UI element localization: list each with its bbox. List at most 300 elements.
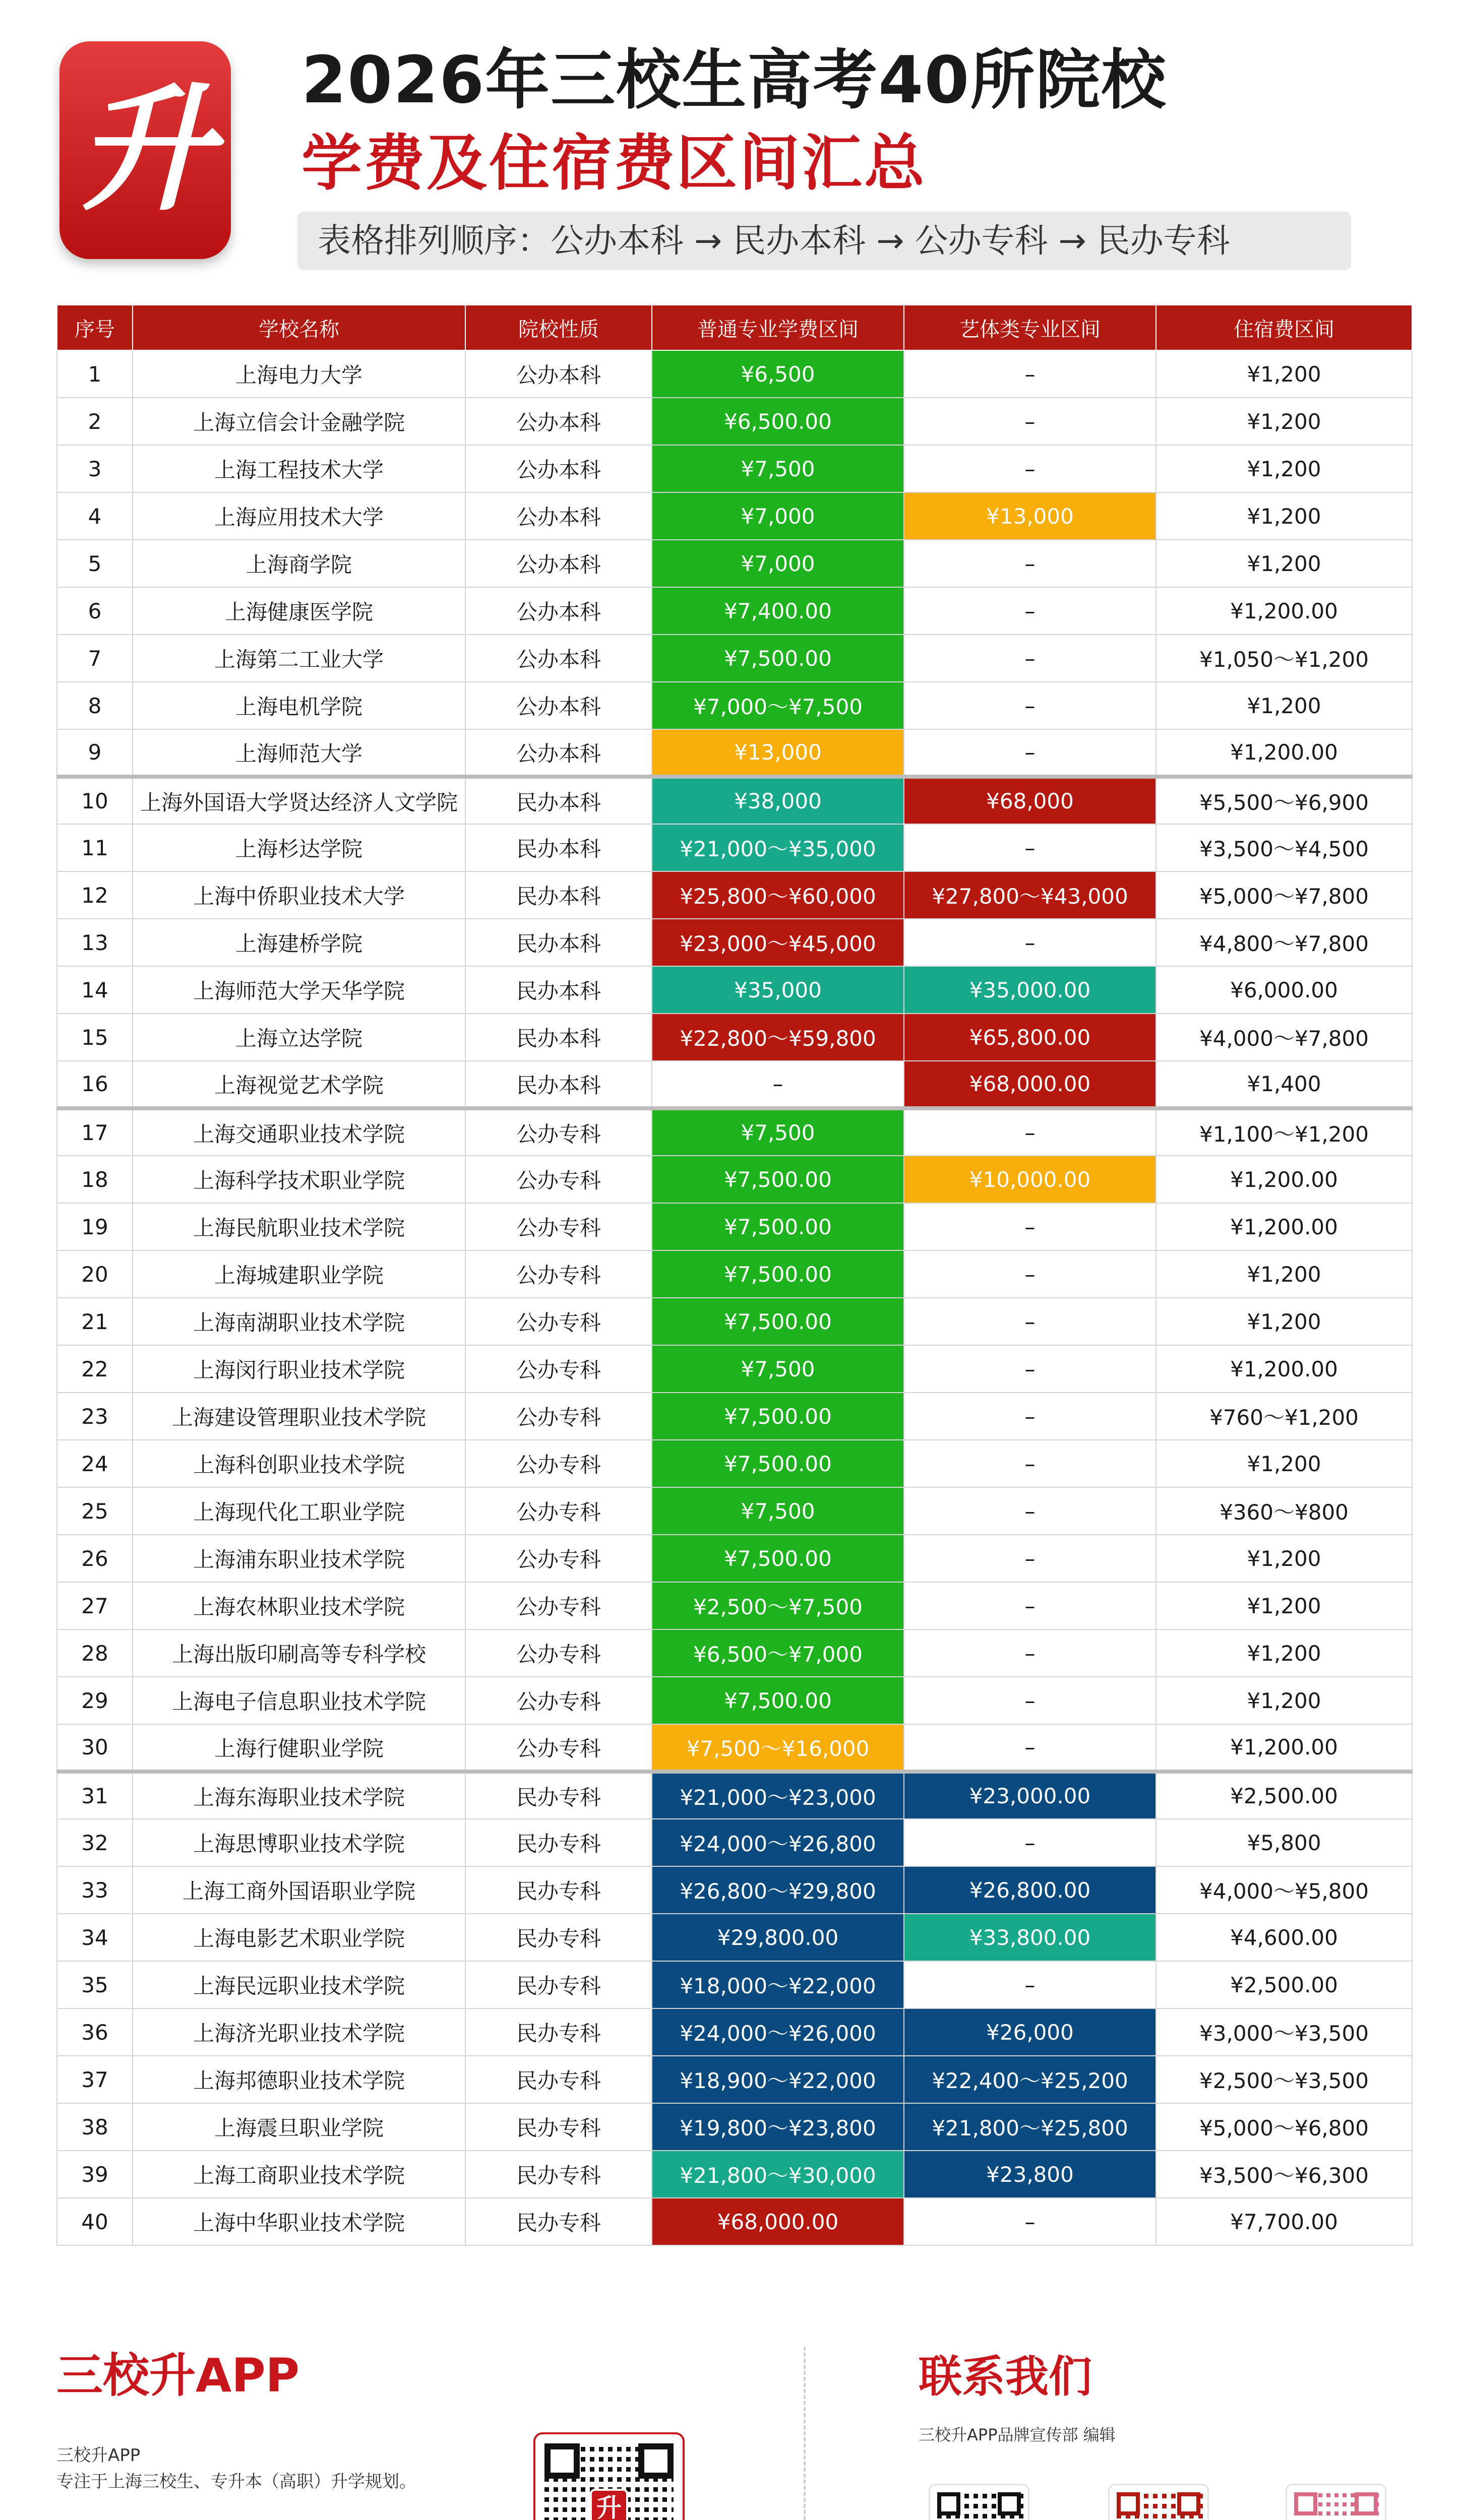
dorm-fee-range: ¥7,700.00: [1156, 2198, 1412, 2245]
school-name: 上海电子信息职业技术学院: [133, 1677, 465, 1724]
table-row: [57, 2103, 1412, 2151]
school-type: 民办专科: [465, 2103, 652, 2151]
school-name: 上海交通职业技术学院: [133, 1108, 465, 1156]
col-header-dorm: 住宿费区间: [1156, 305, 1412, 350]
dorm-fee-range: ¥3,500～¥4,500: [1156, 824, 1412, 871]
table-row: [57, 2198, 1412, 2245]
school-name: 上海建设管理职业技术学院: [133, 1393, 465, 1440]
school-name: 上海电影艺术职业学院: [133, 1914, 465, 1961]
art-tuition-range: –: [904, 682, 1156, 729]
table-row: [57, 871, 1412, 919]
row-number: 9: [57, 729, 133, 777]
table-row: [57, 2056, 1412, 2103]
school-name: 上海工程技术大学: [133, 445, 465, 492]
art-tuition-range: ¥33,800.00: [904, 1914, 1156, 1961]
tuition-range: ¥18,000～¥22,000: [652, 1961, 904, 2008]
row-number: 3: [57, 445, 133, 492]
tuition-range: ¥7,000～¥7,500: [652, 682, 904, 729]
tuition-range: ¥29,800.00: [652, 1914, 904, 1961]
art-tuition-range: –: [904, 1961, 1156, 2008]
row-number: 38: [57, 2103, 133, 2151]
school-name: 上海立达学院: [133, 1014, 465, 1061]
school-type: 民办本科: [465, 1014, 652, 1061]
school-type: 公办本科: [465, 492, 652, 540]
table-row: [57, 2008, 1412, 2056]
table-row: [57, 1203, 1412, 1250]
school-name: 上海第二工业大学: [133, 635, 465, 682]
tuition-range: ¥38,000: [652, 777, 904, 824]
row-number: 5: [57, 540, 133, 587]
row-number: 31: [57, 1772, 133, 1819]
school-name: 上海中华职业技术学院: [133, 2198, 465, 2245]
school-name: 上海出版印刷高等专科学校: [133, 1629, 465, 1677]
school-type: 公办本科: [465, 445, 652, 492]
school-type: 民办专科: [465, 2151, 652, 2198]
art-tuition-range: –: [904, 1582, 1156, 1629]
art-tuition-range: –: [904, 919, 1156, 966]
row-number: 34: [57, 1914, 133, 1961]
tuition-range: ¥7,500.00: [652, 635, 904, 682]
tuition-range: ¥7,000: [652, 492, 904, 540]
art-tuition-range: ¥26,000: [904, 2008, 1156, 2056]
school-name: 上海商学院: [133, 540, 465, 587]
row-number: 40: [57, 2198, 133, 2245]
dorm-fee-range: ¥1,200.00: [1156, 1724, 1412, 1772]
table-row: [57, 1629, 1412, 1677]
school-name: 上海科学技术职业学院: [133, 1156, 465, 1203]
dorm-fee-range: ¥1,100～¥1,200: [1156, 1108, 1412, 1156]
qr-finder: [1177, 2492, 1200, 2515]
table-row: [57, 1298, 1412, 1345]
dorm-fee-range: ¥2,500～¥3,500: [1156, 2056, 1412, 2103]
school-type: 公办专科: [465, 1724, 652, 1772]
school-type: 公办专科: [465, 1487, 652, 1535]
row-number: 19: [57, 1203, 133, 1250]
school-type: 公办专科: [465, 1250, 652, 1298]
school-name: 上海应用技术大学: [133, 492, 465, 540]
school-type: 民办本科: [465, 1061, 652, 1108]
qr-finder: [638, 2443, 674, 2479]
art-tuition-range: –: [904, 1440, 1156, 1487]
school-type: 公办本科: [465, 350, 652, 398]
row-number: 36: [57, 2008, 133, 2056]
tuition-range: ¥7,500: [652, 1487, 904, 1535]
qr-logo: 升: [590, 2489, 628, 2520]
school-name: 上海电力大学: [133, 350, 465, 398]
table-row: [57, 1345, 1412, 1393]
dorm-fee-range: ¥1,200: [1156, 350, 1412, 398]
col-header-type: 院校性质: [465, 305, 652, 350]
dorm-fee-range: ¥2,500.00: [1156, 1772, 1412, 1819]
col-header-school: 学校名称: [133, 305, 465, 350]
tuition-range: ¥7,500.00: [652, 1298, 904, 1345]
art-tuition-range: –: [904, 587, 1156, 635]
school-type: 民办本科: [465, 777, 652, 824]
dorm-fee-range: ¥1,200: [1156, 1677, 1412, 1724]
school-name: 上海浦东职业技术学院: [133, 1535, 465, 1582]
school-name: 上海南湖职业技术学院: [133, 1298, 465, 1345]
xiaohongshu-qr[interactable]: [1286, 2484, 1386, 2520]
dorm-fee-range: ¥760～¥1,200: [1156, 1393, 1412, 1440]
art-tuition-range: –: [904, 1535, 1156, 1582]
dorm-fee-range: ¥1,200.00: [1156, 729, 1412, 777]
fee-table: [56, 304, 1413, 2246]
table-row: [57, 1487, 1412, 1535]
school-name: 上海中侨职业技术大学: [133, 871, 465, 919]
row-number: 1: [57, 350, 133, 398]
row-number: 12: [57, 871, 133, 919]
qr-finder: [1355, 2492, 1378, 2515]
table-row: [57, 777, 1412, 824]
school-name: 上海民航职业技术学院: [133, 1203, 465, 1250]
art-tuition-range: –: [904, 1677, 1156, 1724]
school-type: 民办专科: [465, 2008, 652, 2056]
qr-finder: [937, 2492, 960, 2515]
col-header-no: 序号: [57, 305, 133, 350]
tuition-range: ¥24,000～¥26,800: [652, 1819, 904, 1866]
row-number: 10: [57, 777, 133, 824]
app-description: 三校升APP 专注于上海三校生、专升本（高职）升学规划。: [56, 2445, 416, 2492]
art-tuition-range: ¥23,000.00: [904, 1772, 1156, 1819]
school-type: 公办本科: [465, 587, 652, 635]
art-tuition-range: ¥65,800.00: [904, 1014, 1156, 1061]
page-header: [0, 0, 1462, 282]
table-row: [57, 824, 1412, 871]
row-number: 26: [57, 1535, 133, 1582]
dorm-fee-range: ¥1,200: [1156, 398, 1412, 445]
school-type: 公办专科: [465, 1440, 652, 1487]
tuition-range: ¥35,000: [652, 966, 904, 1014]
table-row: [57, 1250, 1412, 1298]
art-tuition-range: –: [904, 2198, 1156, 2245]
school-name: 上海震旦职业学院: [133, 2103, 465, 2151]
dorm-fee-range: ¥3,500～¥6,300: [1156, 2151, 1412, 2198]
teacher-wechat-qr[interactable]: [929, 2484, 1029, 2520]
school-type: 民办专科: [465, 1914, 652, 1961]
art-tuition-range: ¥22,400～¥25,200: [904, 2056, 1156, 2103]
row-number: 33: [57, 1866, 133, 1914]
dorm-fee-range: ¥1,200: [1156, 1440, 1412, 1487]
school-name: 上海师范大学天华学院: [133, 966, 465, 1014]
tuition-range: ¥13,000: [652, 729, 904, 777]
dorm-fee-range: ¥360～¥800: [1156, 1487, 1412, 1535]
dorm-fee-range: ¥1,200: [1156, 1582, 1412, 1629]
order-note: 表格排列顺序：公办本科 → 民办本科 → 公办专科 → 民办专科: [318, 221, 1230, 260]
school-name: 上海师范大学: [133, 729, 465, 777]
art-tuition-range: ¥27,800～¥43,000: [904, 871, 1156, 919]
art-tuition-range: ¥23,800: [904, 2151, 1156, 2198]
school-name: 上海建桥学院: [133, 919, 465, 966]
school-name: 上海城建职业学院: [133, 1250, 465, 1298]
tuition-range: ¥25,800～¥60,000: [652, 871, 904, 919]
table-row: [57, 1724, 1412, 1772]
tuition-range: ¥22,800～¥59,800: [652, 1014, 904, 1061]
art-tuition-range: –: [904, 824, 1156, 871]
school-type: 民办专科: [465, 1772, 652, 1819]
tuition-range: ¥6,500～¥7,000: [652, 1629, 904, 1677]
qr-finder: [998, 2492, 1021, 2515]
school-type: 公办专科: [465, 1582, 652, 1629]
qr-finder: [1117, 2492, 1140, 2515]
school-name: 上海济光职业技术学院: [133, 2008, 465, 2056]
section-divider: [804, 2347, 806, 2520]
row-number: 30: [57, 1724, 133, 1772]
art-tuition-range: –: [904, 1724, 1156, 1772]
contact-editor: 三校升APP品牌宣传部 编辑: [919, 2425, 1116, 2444]
art-tuition-range: ¥13,000: [904, 492, 1156, 540]
tuition-range: ¥7,500.00: [652, 1440, 904, 1487]
tuition-range: ¥7,000: [652, 540, 904, 587]
school-name: 上海视觉艺术学院: [133, 1061, 465, 1108]
school-type: 民办专科: [465, 2056, 652, 2103]
row-number: 24: [57, 1440, 133, 1487]
art-tuition-range: ¥68,000: [904, 777, 1156, 824]
dorm-fee-range: ¥4,800～¥7,800: [1156, 919, 1412, 966]
school-name: 上海民远职业技术学院: [133, 1961, 465, 2008]
school-type: 民办专科: [465, 2198, 652, 2245]
art-tuition-range: –: [904, 1629, 1156, 1677]
art-tuition-range: –: [904, 1345, 1156, 1393]
table-row: [57, 1914, 1412, 1961]
school-type: 民办本科: [465, 871, 652, 919]
dorm-fee-range: ¥5,000～¥7,800: [1156, 871, 1412, 919]
order-note-box: [297, 212, 1351, 270]
row-number: 18: [57, 1156, 133, 1203]
tuition-range: ¥24,000～¥26,000: [652, 2008, 904, 2056]
school-type: 民办专科: [465, 1866, 652, 1914]
tuition-range: ¥7,500: [652, 1108, 904, 1156]
row-number: 11: [57, 824, 133, 871]
row-number: 8: [57, 682, 133, 729]
table-row: [57, 2151, 1412, 2198]
dorm-fee-range: ¥1,200: [1156, 1629, 1412, 1677]
tuition-range: ¥21,000～¥35,000: [652, 824, 904, 871]
dorm-fee-range: ¥1,200.00: [1156, 1345, 1412, 1393]
tuition-range: ¥7,500～¥16,000: [652, 1724, 904, 1772]
row-number: 39: [57, 2151, 133, 2198]
school-type: 公办本科: [465, 398, 652, 445]
table-row: [57, 1677, 1412, 1724]
school-name: 上海健康医学院: [133, 587, 465, 635]
art-tuition-range: ¥21,800～¥25,800: [904, 2103, 1156, 2151]
row-number: 27: [57, 1582, 133, 1629]
dorm-fee-range: ¥1,200: [1156, 1535, 1412, 1582]
school-type: 公办专科: [465, 1677, 652, 1724]
dorm-fee-range: ¥1,400: [1156, 1061, 1412, 1108]
row-number: 15: [57, 1014, 133, 1061]
table-row: [57, 1440, 1412, 1487]
school-name: 上海电机学院: [133, 682, 465, 729]
school-name: 上海外国语大学贤达经济人文学院: [133, 777, 465, 824]
school-name: 上海思博职业技术学院: [133, 1819, 465, 1866]
tuition-range: ¥7,500: [652, 445, 904, 492]
dorm-fee-range: ¥4,000～¥5,800: [1156, 1866, 1412, 1914]
col-header-art: 艺体类专业区间: [904, 305, 1156, 350]
school-type: 公办本科: [465, 729, 652, 777]
row-number: 29: [57, 1677, 133, 1724]
school-type: 公办专科: [465, 1345, 652, 1393]
tuition-range: ¥7,500.00: [652, 1250, 904, 1298]
row-number: 21: [57, 1298, 133, 1345]
school-type: 公办专科: [465, 1203, 652, 1250]
table-row: [57, 1866, 1412, 1914]
art-tuition-range: –: [904, 540, 1156, 587]
art-tuition-range: –: [904, 1393, 1156, 1440]
official-account-qr[interactable]: [1108, 2484, 1209, 2520]
art-tuition-range: ¥68,000.00: [904, 1061, 1156, 1108]
dorm-fee-range: ¥1,200.00: [1156, 1203, 1412, 1250]
table-row: [57, 635, 1412, 682]
school-name: 上海杉达学院: [133, 824, 465, 871]
table-row: [57, 729, 1412, 777]
tuition-range: ¥21,800～¥30,000: [652, 2151, 904, 2198]
tuition-range: ¥7,500.00: [652, 1677, 904, 1724]
school-name: 上海工商外国语职业学院: [133, 1866, 465, 1914]
table-row: [57, 1393, 1412, 1440]
dorm-fee-range: ¥1,200: [1156, 1250, 1412, 1298]
art-tuition-range: –: [904, 729, 1156, 777]
dorm-fee-range: ¥6,000.00: [1156, 966, 1412, 1014]
school-name: 上海工商职业技术学院: [133, 2151, 465, 2198]
school-type: 公办专科: [465, 1156, 652, 1203]
row-number: 28: [57, 1629, 133, 1677]
school-type: 民办本科: [465, 824, 652, 871]
art-tuition-range: –: [904, 1819, 1156, 1866]
tuition-range: ¥21,000～¥23,000: [652, 1772, 904, 1819]
table-row: [57, 445, 1412, 492]
table-row: [57, 540, 1412, 587]
school-type: 公办本科: [465, 635, 652, 682]
row-number: 14: [57, 966, 133, 1014]
table-row: [57, 1535, 1412, 1582]
art-tuition-range: –: [904, 1298, 1156, 1345]
table-row: [57, 966, 1412, 1014]
app-section-title: 三校升APP: [56, 2349, 300, 2403]
school-type: 民办专科: [465, 1961, 652, 2008]
school-type: 公办专科: [465, 1629, 652, 1677]
tuition-range: ¥7,400.00: [652, 587, 904, 635]
row-number: 7: [57, 635, 133, 682]
tuition-range: –: [652, 1061, 904, 1108]
school-name: 上海闵行职业技术学院: [133, 1345, 465, 1393]
art-tuition-range: –: [904, 350, 1156, 398]
qr-finder: [1294, 2492, 1317, 2515]
table-row: [57, 1582, 1412, 1629]
tuition-range: ¥6,500.00: [652, 398, 904, 445]
col-header-tuition: 普通专业学费区间: [652, 305, 904, 350]
page-subtitle: 学费及住宿费区间汇总: [301, 129, 927, 199]
school-name: 上海立信会计金融学院: [133, 398, 465, 445]
tuition-range: ¥2,500～¥7,500: [652, 1582, 904, 1629]
row-number: 6: [57, 587, 133, 635]
tuition-range: ¥18,900～¥22,000: [652, 2056, 904, 2103]
tuition-range: ¥7,500.00: [652, 1393, 904, 1440]
row-number: 16: [57, 1061, 133, 1108]
table-row: [57, 587, 1412, 635]
table-row: [57, 398, 1412, 445]
school-type: 民办本科: [465, 966, 652, 1014]
tuition-range: ¥7,500: [652, 1345, 904, 1393]
logo-glyph: 升: [77, 71, 213, 229]
tuition-range: ¥6,500: [652, 350, 904, 398]
row-number: 32: [57, 1819, 133, 1866]
contact-section-title: 联系我们: [919, 2352, 1092, 2402]
school-type: 公办专科: [465, 1298, 652, 1345]
dorm-fee-range: ¥1,200: [1156, 492, 1412, 540]
art-tuition-range: –: [904, 445, 1156, 492]
table-row: [57, 1061, 1412, 1108]
dorm-fee-range: ¥1,200: [1156, 540, 1412, 587]
tuition-range: ¥23,000～¥45,000: [652, 919, 904, 966]
dorm-fee-range: ¥4,000～¥7,800: [1156, 1014, 1412, 1061]
dorm-fee-range: ¥1,200: [1156, 445, 1412, 492]
school-type: 公办专科: [465, 1108, 652, 1156]
table-row: [57, 492, 1412, 540]
tuition-range: ¥7,500.00: [652, 1156, 904, 1203]
row-number: 25: [57, 1487, 133, 1535]
table-row: [57, 1108, 1412, 1156]
art-tuition-range: –: [904, 1203, 1156, 1250]
school-name: 上海行健职业学院: [133, 1724, 465, 1772]
table-row: [57, 1772, 1412, 1819]
table-header-row: [57, 305, 1412, 350]
table-row: [57, 1014, 1412, 1061]
app-logo: [59, 41, 231, 259]
row-number: 23: [57, 1393, 133, 1440]
school-type: 公办本科: [465, 540, 652, 587]
art-tuition-range: –: [904, 1250, 1156, 1298]
art-tuition-range: –: [904, 1108, 1156, 1156]
qr-finder: [544, 2443, 580, 2479]
school-name: 上海现代化工职业学院: [133, 1487, 465, 1535]
art-tuition-range: –: [904, 398, 1156, 445]
school-name: 上海东海职业技术学院: [133, 1772, 465, 1819]
table-row: [57, 1961, 1412, 2008]
row-number: 13: [57, 919, 133, 966]
art-tuition-range: ¥26,800.00: [904, 1866, 1156, 1914]
page-title: 2026年三校生高考40所院校: [301, 43, 1167, 118]
school-type: 民办本科: [465, 919, 652, 966]
row-number: 17: [57, 1108, 133, 1156]
dorm-fee-range: ¥2,500.00: [1156, 1961, 1412, 2008]
school-type: 公办专科: [465, 1393, 652, 1440]
row-number: 35: [57, 1961, 133, 2008]
row-number: 37: [57, 2056, 133, 2103]
dorm-fee-range: ¥5,800: [1156, 1819, 1412, 1866]
school-name: 上海科创职业技术学院: [133, 1440, 465, 1487]
school-type: 民办专科: [465, 1819, 652, 1866]
dorm-fee-range: ¥1,050～¥1,200: [1156, 635, 1412, 682]
art-tuition-range: ¥35,000.00: [904, 966, 1156, 1014]
row-number: 2: [57, 398, 133, 445]
dorm-fee-range: ¥1,200: [1156, 682, 1412, 729]
school-name: 上海农林职业技术学院: [133, 1582, 465, 1629]
tuition-range: ¥7,500.00: [652, 1535, 904, 1582]
table-row: [57, 1819, 1412, 1866]
dorm-fee-range: ¥1,200.00: [1156, 587, 1412, 635]
dorm-fee-range: ¥1,200.00: [1156, 1156, 1412, 1203]
school-type: 公办专科: [465, 1535, 652, 1582]
dorm-fee-range: ¥5,500～¥6,900: [1156, 777, 1412, 824]
row-number: 20: [57, 1250, 133, 1298]
dorm-fee-range: ¥5,000～¥6,800: [1156, 2103, 1412, 2151]
table-row: [57, 682, 1412, 729]
tuition-range: ¥19,800～¥23,800: [652, 2103, 904, 2151]
tuition-range: ¥26,800～¥29,800: [652, 1866, 904, 1914]
app-download-qr[interactable]: [533, 2432, 685, 2520]
tuition-range: ¥7,500.00: [652, 1203, 904, 1250]
table-row: [57, 350, 1412, 398]
